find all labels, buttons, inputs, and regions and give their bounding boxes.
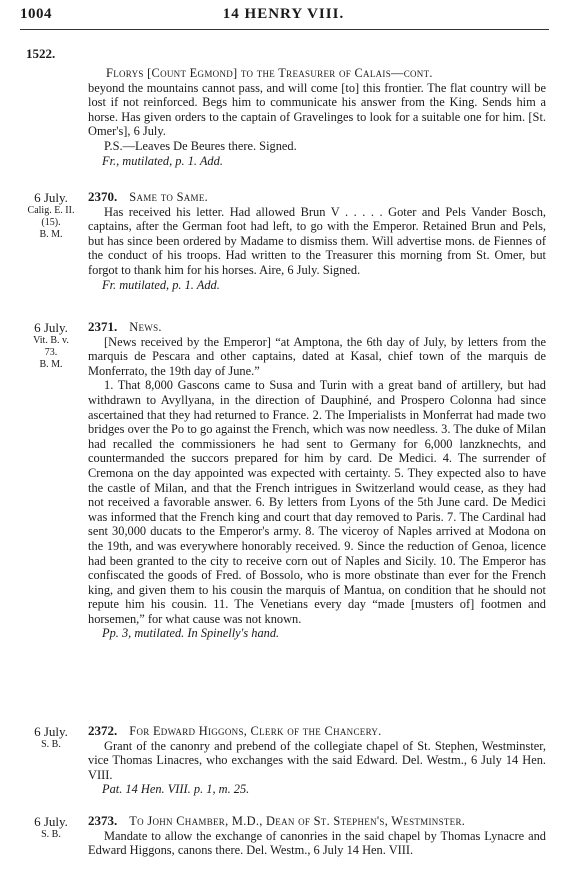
entry-foot: Pp. 3, mutilated. In Spinelly's hand.: [102, 626, 280, 641]
entry-ref: S. B.: [41, 739, 61, 750]
entry-title: To John Chamber, M.D., Dean of St. Stephen's, Westminster.: [129, 814, 466, 828]
entry-text: 1. That 8,000 Gascons came to Susa and Turin with a great band of artillery, but had withdrawn to Avyllyana, in the direction of Dauphiné, and Prospero Colonna had since ascertained that they had returned to France. 2. The Imperialists in Monferrat had made two bridges over the Po to go against the French, which was now needless. 3. The duke of Milan had recalled the commissioners he had sent to Germany for 6,000 lanzknechts, and countermanded the succors prepared for him by card. De Medici. 4. The surrender of Cremona on the day appointed was expected with certainty. 5. They expected also to have the castle of Milan, and that the French intrigues in Switzerland would cease, as they had not received a favorable answer. 6. By letters from Lyons of the 5th June card. De Medici was informed that the French king and court that day removed to Paris. 7. The Cardinal had sent 30,000 ducats to the Emperor's army. 8. The viceroy of Naples arrived at Modona on the 19th, and was everywhere honorably received. 9. Since the reduction of Genoa, licence had been granted to the city to receive corn out of Naples and Sicily. 10. The Emperor has confiscated the goods of Fred. of Bossolo, who is more obstinate than ever for the French king, and given them to his cousin the marquis of Mantua, on condition that he should not repute him his cousin. 11. The Venetians every day “made [musters of] footmen and horsemen,” for what cause was not known.: [88, 378, 546, 626]
entry-intro: [News received by the Emperor] “at Amptona, the 6th day of July, by letters from the marquis de Pescara and other captains, dated at Kasal, chief town of the marquis de Monferrato, the 19th day of June.”: [88, 334, 546, 378]
running-head: 14 HENRY VIII.: [222, 6, 345, 22]
entry-2373: [88, 814, 546, 858]
entry-ref: Vit. B. v.: [33, 335, 69, 346]
entry-number: 2370.: [88, 189, 118, 204]
entry-title: For Edward Higgons, Clerk of the Chancery.: [129, 724, 382, 738]
entry-2372: [88, 724, 546, 797]
header-rule: [20, 29, 549, 30]
entry-ref: (15).: [41, 217, 61, 228]
entry-title: Same to Same.: [129, 190, 209, 204]
entry-2371-margin: [20, 320, 82, 371]
entry-text: Mandate to allow the exchange of canonries in the said chapel by Thomas Lynacre and Edward Higgons, canons there. Del. Westm., 6 July 14 Hen. VIII.: [88, 828, 546, 858]
entry-foot: Fr. mutilated, p. 1. Add.: [102, 277, 220, 292]
entry-foot: Pat. 14 Hen. VIII. p. 1, m. 25.: [102, 782, 250, 797]
entry-ref: 73.: [44, 347, 58, 358]
entry-heading: [88, 814, 546, 829]
entry-heading: [88, 190, 546, 205]
entry-date: 6 July.: [34, 814, 68, 829]
continuation-heading: Florys [Count Egmond] to the Treasurer of Calais—cont.: [106, 66, 433, 80]
entry-ref: S. B.: [41, 829, 61, 840]
entry-date: 6 July.: [34, 724, 68, 739]
entry-ref: Calig. E. II.: [27, 205, 75, 216]
entry-date: 6 July.: [34, 320, 68, 335]
continuation-text: beyond the mountains cannot pass, and will come [to] this frontier. The flat country will be lost if not reinforced. Begs him to communicate his answer from the King. Sends him a horse. Has given orders to the captain of Gravelinges to look for a suitable one for him. [St. Omer's], 6 July.: [88, 80, 546, 139]
entry-heading: [88, 320, 546, 335]
page-header: [20, 6, 547, 28]
entry-2371: [88, 320, 546, 641]
entry-title: News.: [129, 320, 162, 334]
year-marker: 1522.: [26, 46, 56, 61]
continuation-ps: P.S.—Leaves De Beures there. Signed.: [104, 138, 297, 153]
page-number: 1004: [20, 6, 52, 22]
entry-ref: B. M.: [39, 359, 63, 370]
continuation-entry: [88, 66, 546, 168]
entry-2372-margin: [20, 724, 82, 751]
continuation-foot: Fr., mutilated, p. 1. Add.: [102, 153, 223, 168]
entry-number: 2371.: [88, 319, 118, 334]
entry-2373-margin: [20, 814, 82, 841]
entry-2370-margin: [20, 190, 82, 241]
entry-number: 2372.: [88, 723, 118, 738]
entry-2370: [88, 190, 546, 292]
entry-number: 2373.: [88, 813, 118, 828]
entry-ref: B. M.: [39, 229, 63, 240]
entry-heading: [88, 724, 546, 739]
entry-text: Has received his letter. Had allowed Brun V . . . . . Goter and Pels Vander Bosch, captains, after the German foot had left, to go with the Emperor. Retained Brun and Pels, but has since been ordered by Madame to dismiss them. Will advertise mons. de Fiennes of the conduct of his troops. Had written to the Treasurer this morning from St. Omer, but forgot to thank him for his horses. Aire, 6 July. Signed.: [88, 204, 546, 277]
entry-date: 6 July.: [34, 190, 68, 205]
entry-text: Grant of the canonry and prebend of the collegiate chapel of St. Stephen, Westminster, vice Thomas Linacres, who exchanges with the said Edward. Del. Westm., 6 July 14 Hen. VIII.: [88, 738, 546, 782]
